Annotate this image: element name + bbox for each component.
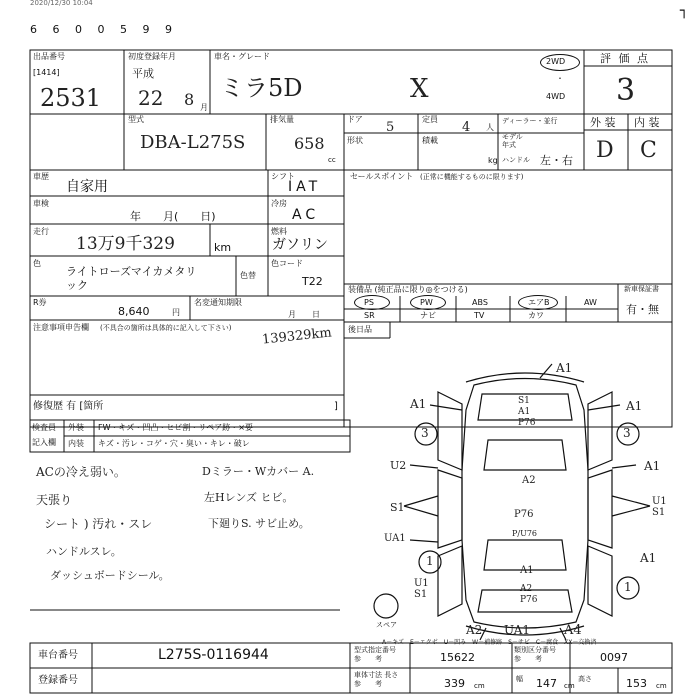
ext-label: 外 装 [590,116,616,129]
score-label: 評 価 点 [600,52,650,65]
score-value: 3 [616,73,636,108]
mark-a2-p76: A2 P76 [520,584,538,605]
repair-label: 修復歴 有 [箇所 [33,401,104,412]
mileage-value: 13万9千329 [76,234,175,254]
equip-aw: AW [584,298,597,307]
mark-a1-inner: A1 [520,565,534,576]
mark-a1-right: A1 [626,399,643,413]
class-number-label: 類別区分番号 参 考 [514,646,556,663]
repaint-label: 色替 [240,271,256,280]
mark-p76-mid: P76 [514,509,534,520]
reg-number-label: 登録番号 [38,675,78,686]
sales-point-label: セールスポイント [350,172,414,181]
mark-ua1-bottom: UA1 [504,623,531,637]
chassis-value: L275S-0116944 [158,647,269,663]
equip-sr: SR [364,311,375,320]
height-unit: cm [656,682,667,690]
shift-value: IAT [288,179,322,195]
height-value: 153 [626,677,647,690]
color-value-1: ライトローズマイカメタリ [66,265,197,278]
r-tax-label: R券 [33,298,47,307]
equip-navi: ナビ [420,311,436,320]
mark-a1-r2: A1 [644,459,661,473]
r-tax-value: 8,640 [118,305,150,318]
lot-code: [1414] [33,68,60,77]
note-right-1: Dミラー・Wカバー A. [202,465,315,478]
int-grade: C [640,138,657,163]
capacity-unit: 人 [486,123,494,132]
equip-abs: ABS [472,298,488,307]
lot-number: 2531 [40,84,102,112]
length-value: 339 [444,677,465,690]
inspect-label-1: 検査員 [32,423,56,432]
model-designation-value: 15622 [440,651,475,664]
name-change-label: 名変通知期限 [194,298,242,307]
capacity-value: 4 [462,120,471,135]
doors-label: ドア [347,115,363,124]
note-left-5: ダッシュボードシール。 [50,569,170,582]
car-use-label: 車歴 [33,172,49,181]
width-unit: cm [564,682,575,690]
mileage-unit: km [214,241,232,254]
mark-pu76-mid: P/U76 [512,529,537,538]
car-grade: X [410,74,429,104]
lot-label: 出品番号 [33,52,65,61]
inspection-value: 年 月( 日) [130,210,216,223]
note-right-2: 左Hレンズ ヒビ。 [204,491,294,504]
displacement-value: 658 [294,134,325,153]
warranty-value: 有・無 [626,303,659,316]
notes-handwritten: 139329km [261,325,333,348]
warranty-label: 新車保証書 [624,285,659,293]
color-label: 色 [33,259,41,268]
load-label: 積載 [422,136,438,145]
inspect-ext-head: 外装 [68,423,84,432]
class-number-value: 0097 [600,651,628,664]
car-name: ミラ5D [220,74,303,102]
rear-seat-label: 後日品 [348,325,372,334]
wheel-score-rl: 1 [426,554,434,568]
repair-bracket: ] [334,401,338,412]
model-designation-label: 型式指定番号 参 考 [354,646,396,663]
height-label: 高さ [578,675,592,683]
doors-value: 5 [386,120,395,135]
mark-a1-low: A1 [640,551,657,565]
length-unit: cm [474,682,485,690]
first-reg-year: 22 [138,86,164,110]
shape-label: 形状 [347,136,363,145]
first-reg-month: 8 [184,90,195,109]
note-left-1: ACの冷え弱い。 [36,465,126,479]
mark-a4: A4 [564,623,582,638]
note-left-3: シート ) 汚れ・スレ [44,517,153,531]
wheel-score-fl: 3 [421,426,429,440]
mark-a1-top: A1 [556,361,573,375]
mark-u1-s1-right: U1 S1 [652,496,667,518]
wheel-score-fr: 3 [623,426,631,440]
width-label: 幅 [516,675,523,683]
fuel-label: 燃料 [271,227,287,236]
mark-s1-a1-p76: S1 A1 P76 [518,396,536,428]
name-change-value: 月 日 [288,310,320,319]
notes-sub: (不具合の箇所は具体的に記入して下さい) [100,324,232,332]
first-reg-month-unit: 月 [200,103,208,112]
inspection-label: 車検 [33,199,49,208]
mark-s1-left: S1 [390,501,405,514]
mark-ua1-left: UA1 [384,533,406,544]
mark-u2: U2 [390,459,407,472]
model-label: 型式 [128,115,144,124]
damage-legend: A－キズ E－エクボ U－凹み W－補修跡 S－サビ C－腐食 XX－交換済 [382,639,597,646]
mark-spare: スペア [376,621,397,629]
mark-a1-left: A1 [410,397,427,411]
shift-label: シフト [271,172,295,181]
drive-4wd: 4WD [546,92,566,101]
color-code-label: 色コード [271,259,303,268]
equip-tv: TV [474,311,485,320]
int-label: 内 装 [634,116,660,129]
equip-ps: PS [364,298,374,307]
drive-2wd: 2WD [546,57,566,66]
model-year-label: モデル 年式 [502,133,523,149]
displacement-unit: cc [328,156,336,164]
displacement-label: 排気量 [270,115,294,124]
mark-u1-s1-lower: U1 S1 [414,578,429,600]
note-left-4: ハンドルスレ。 [46,545,122,558]
ext-grade: D [596,138,614,163]
car-use-value: 自家用 [66,179,108,195]
car-name-label: 車名・グレード [214,52,270,61]
mark-a2: A2 [522,475,536,486]
color-code: T22 [302,275,323,288]
mileage-label: 走行 [33,227,49,236]
handle-label: ハンドル [502,156,530,164]
first-reg-era: 平成 [132,67,154,80]
inspect-label-2: 記入欄 [32,438,56,447]
width-value: 147 [536,677,557,690]
r-tax-unit: 円 [172,308,180,317]
load-kg: kg [488,156,498,165]
color-value-2: ック [66,279,88,292]
inspect-int-row: キズ・汚レ・コゲ・穴・臭い・キレ・破レ [98,439,250,448]
first-reg-label: 初度登録年月 [128,52,176,61]
mark-a2-bottom: A2 [466,623,483,637]
notes-label: 注意事項申告欄 [33,323,89,332]
chassis-label: 車台番号 [38,650,78,661]
corner-mark: ┐ [680,3,689,19]
note-right-3: 下廻りS. サビ止め。 [208,517,310,530]
equip-pw: PW [420,298,433,307]
dealer-label: ディーラー・並行 [502,117,558,125]
model-value: DBA-L275S [140,132,246,153]
inspect-ext-row: FW・キズ・凹凸・ヒビ割・リペア跡・×要 [98,423,253,432]
aircon-label: 冷房 [271,199,287,208]
equipment-label: 装備品 (純正品に限り◎をつける) [348,285,468,294]
number-marks: 6 6 0 0 5 9 9 [30,23,178,36]
inspect-int-head: 内装 [68,439,84,448]
header-scribble: 2020/12/30 10:04 [30,0,93,7]
note-left-2: 天張り [36,493,73,507]
sales-point-sub: (正常に機能するものに限ります) [420,173,524,181]
capacity-label: 定員 [422,115,438,124]
handle-value: 左・右 [540,154,573,167]
fuel-value: ガソリン [272,237,328,253]
aircon-value: AC [292,207,320,223]
equip-airbag: エアB [528,298,550,307]
drive-dot: ・ [556,74,564,83]
equip-leather: カワ [528,311,544,320]
length-label: 車体寸法 長さ 参 考 [354,671,399,688]
wheel-score-rr: 1 [624,580,632,594]
